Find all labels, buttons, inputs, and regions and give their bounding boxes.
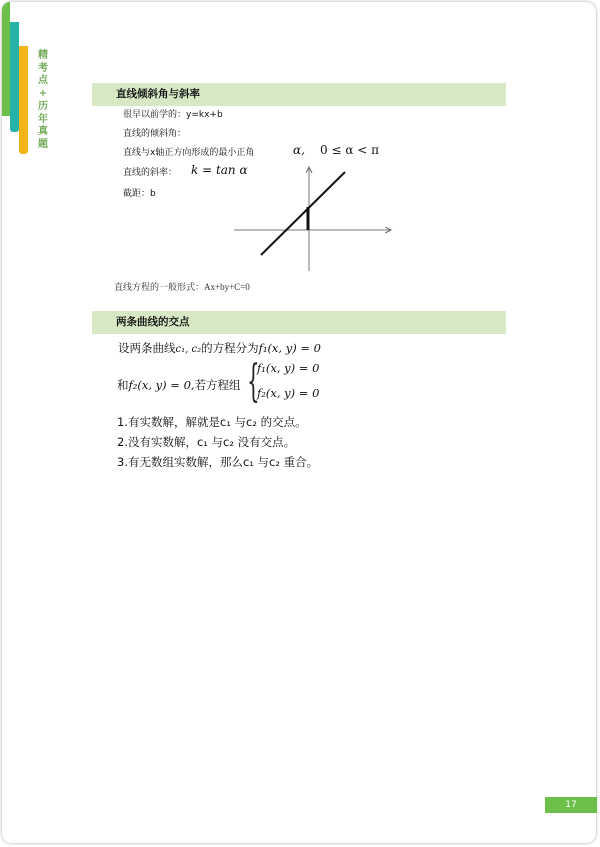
system-eq-1: f₁(x, y) = 0 xyxy=(257,361,320,375)
list-item: 3.有无数组实数解，那么c₁ 与c₂ 重合。 xyxy=(117,455,319,469)
text-line: 直线的斜率： xyxy=(123,168,178,178)
text-line: 直线的倾斜角： xyxy=(123,129,187,139)
math-range: 0 ≤ α < π xyxy=(320,143,379,157)
brace: { xyxy=(247,356,260,407)
math-alpha: α, xyxy=(293,143,305,157)
sidebar-vertical-label: 精 考 点 + 历 年 真 题 xyxy=(38,50,48,150)
section-heading-intersection: 两条曲线的交点 xyxy=(92,311,506,334)
intro-line: 设两条曲线c₁, c₂的方程分为f₁(x, y) = 0 xyxy=(118,341,321,355)
decor-bar-teal xyxy=(10,22,19,132)
and-line: 和f₂(x, y) = 0,若方程组 xyxy=(117,378,241,392)
math-slope-formula: k = tan α xyxy=(191,163,248,177)
list-item: 1.有实数解，解就是c₁ 与c₂ 的交点。 xyxy=(117,415,307,429)
text-line: 直线与x轴正方向形成的最小正角 xyxy=(123,148,255,158)
list-item: 2.没有实数解，c₁ 与c₂ 没有交点。 xyxy=(117,435,296,449)
text-line: 截距：b xyxy=(123,189,156,199)
system-eq-2: f₂(x, y) = 0 xyxy=(257,386,320,400)
decor-bar-yellow xyxy=(19,46,28,154)
page-number: 17 xyxy=(545,797,597,813)
text-line: 很早以前学的：y=kx+b xyxy=(123,110,223,120)
general-form-text: 直线方程的一般形式：Ax+by+C=0 xyxy=(114,282,250,292)
decor-bar-green xyxy=(2,2,10,116)
section-heading-slope: 直线倾斜角与斜率 xyxy=(92,83,506,106)
